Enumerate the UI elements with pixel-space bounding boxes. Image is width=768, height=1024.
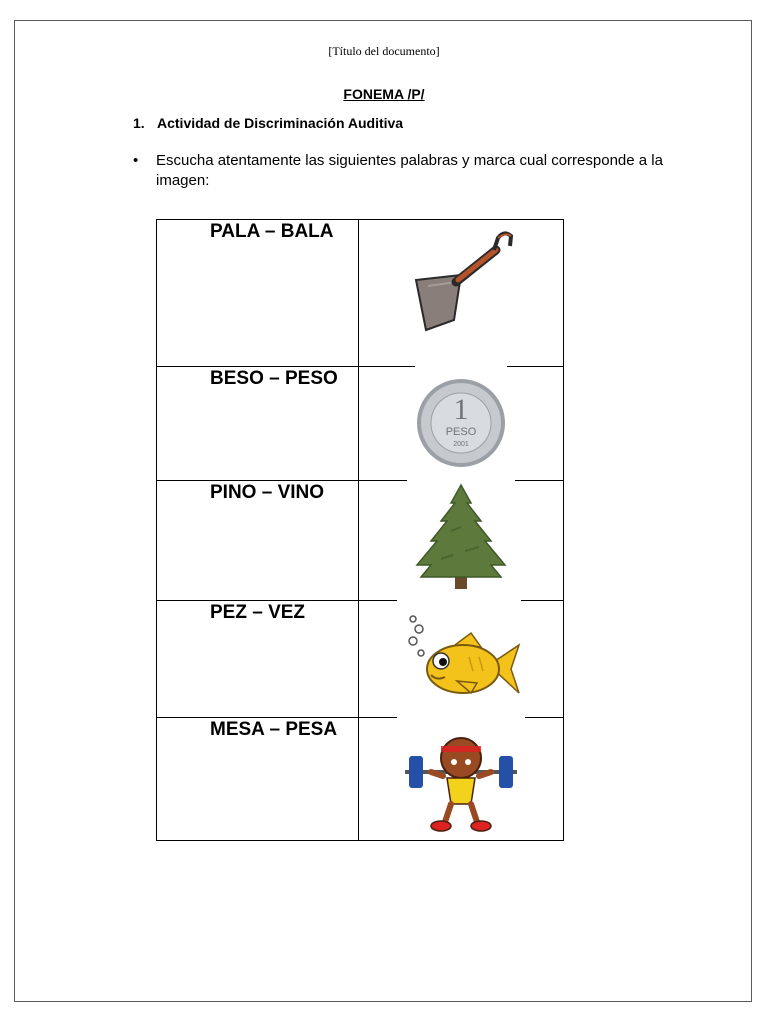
- coin-year: 2001: [453, 441, 469, 448]
- section-heading: [133, 115, 403, 131]
- peso-coin-icon: [401, 367, 521, 479]
- word-cell: [157, 481, 359, 601]
- coin-text: PESO: [445, 426, 477, 438]
- border-gap: [397, 599, 521, 603]
- border-gap: [415, 365, 507, 369]
- word-pair-pino-vino: PINO – VINO: [210, 482, 325, 503]
- table-row: [157, 367, 564, 481]
- word-cell: [157, 367, 359, 481]
- section-number: 1.: [133, 115, 145, 131]
- document-header: [Título del documento]: [328, 44, 440, 58]
- document-title: FONEMA /P/: [343, 86, 425, 102]
- image-cell: [359, 601, 564, 718]
- instruction-bullet: [133, 151, 663, 191]
- word-pair-pez-vez: PEZ – VEZ: [210, 602, 306, 623]
- shovel-icon: [386, 220, 536, 340]
- word-cell: [157, 718, 359, 841]
- border-gap: [397, 716, 525, 720]
- table-row: [157, 481, 564, 601]
- word-pair-beso-peso: BESO – PESO: [210, 368, 338, 389]
- word-image-table: [156, 219, 564, 841]
- border-gap: [407, 479, 515, 483]
- word-pair-mesa-pesa: MESA – PESA: [210, 719, 338, 740]
- bullet-icon: •: [133, 152, 139, 169]
- table-row: [157, 220, 564, 367]
- weightlifter-icon: [391, 718, 531, 836]
- fish-icon: [391, 601, 531, 713]
- instruction-text: Escucha atentamente las siguientes palabras y marca cual corresponde a la imagen:: [156, 152, 663, 189]
- word-cell: [157, 601, 359, 718]
- section-title: Actividad de Discriminación Auditiva: [157, 115, 404, 131]
- word-cell: [157, 220, 359, 367]
- table-row: [157, 718, 564, 841]
- pine-tree-icon: [401, 481, 521, 597]
- image-cell: [359, 481, 564, 601]
- coin-number: 1: [453, 393, 469, 426]
- image-cell: [359, 367, 564, 481]
- word-pair-pala-bala: PALA – BALA: [210, 221, 334, 242]
- table-row: [157, 601, 564, 718]
- image-cell: [359, 220, 564, 367]
- image-cell: [359, 718, 564, 841]
